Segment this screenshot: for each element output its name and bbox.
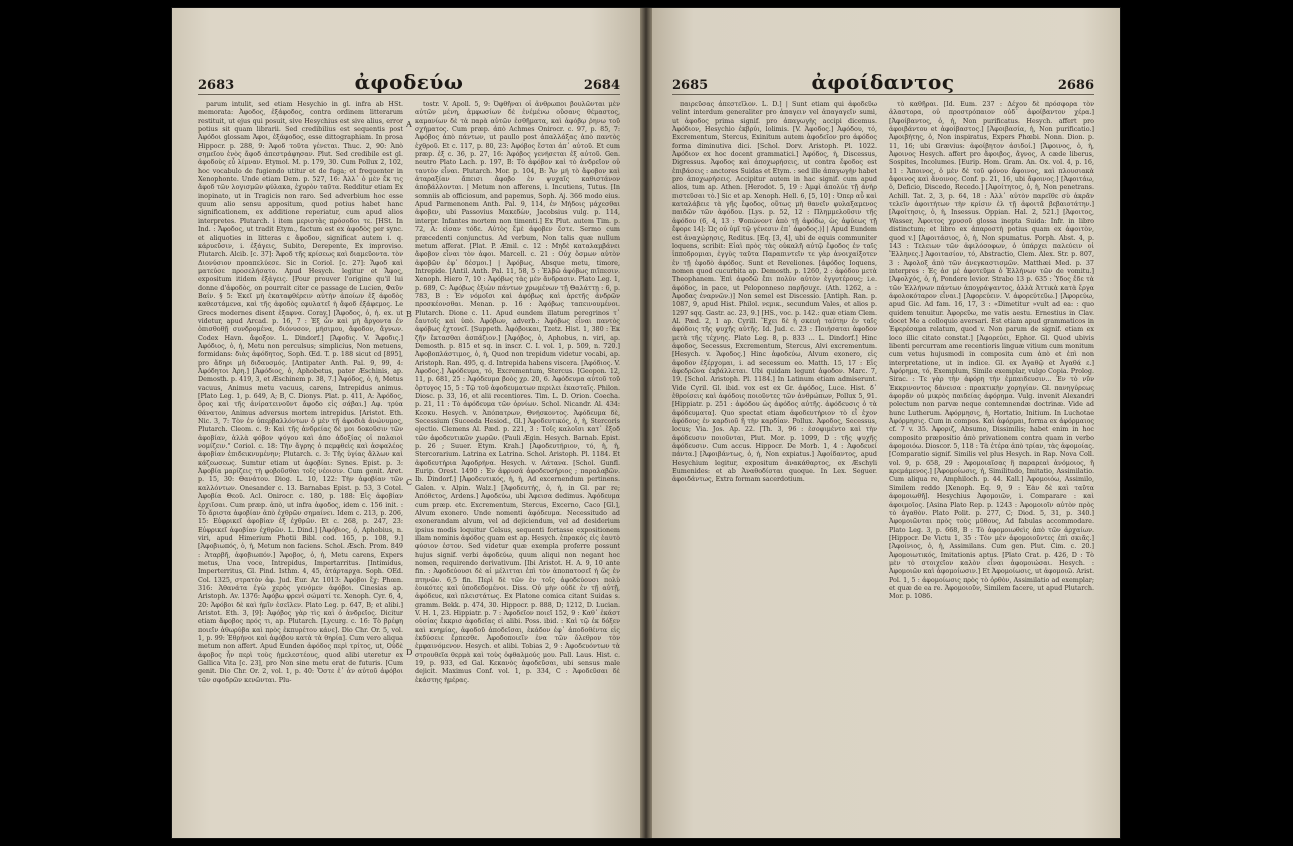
left-page <box>172 8 646 838</box>
left-page-header <box>198 70 620 92</box>
right-column-1 <box>672 100 877 824</box>
left-column-1-text: parum intulit, sed etiam Hesychio in gl. infra ab HSt. memorata: Ἀφοδος, ἐξάφοδος, contra ordinem litterarum restituit, ut ejus qui posuit, sive Hesychius est sive alius, error potius sit quam librarii. Sed credibilius est sequentis post Ἀφόδοι glossam Ἀφοι, ἐξάφοδος, esse dittographiam. In prosa Hippocr. p. 288, 9: Ἀφοδ τοῦτα γένεται. Thuc. 2, 90: Ἀπὸ σημεῖου ἑνὸς ἄφοδ ἀπεστράφησαν. Plut. Sed credibile est gl. ἀφοδοὺς εὖ λίμναν. Etymol. M. p. 179, 30. Cum Pollux 2, 102, hoc vocabulo de fugiendo utitur et de fuga; et frequenter in Xenophonte. Unde etiam Dem. p. 527, 16: Ἀλλ᾽ ὁ μὲν ἔκ τις ἄφοδ τῶν λογισμῶν φύλακα, ἐχυρὸν ταῦτα. Redditur etiam Ex inopinato, ut in Tragicis non raro. Sed adverbium hoc esse quum alio sensu appositum, quod potius habet hanc significationem, ex additione reperiatur, cum apud alios interpretes. Plutarch. i item μεριστὰς πρόσοδοι τε. [HSt. In Ind. : Ἄφοδος, ut tradit Etym., factum est ex ἀφοδὸς per sync. et aliquoties in litteras ε ἄφοδον, significat autem i. q. κάρυεῦσιν, i. ἐξάγεις, Subito, Derepente, Ex improviso. Plutarch. Alcib. [c. 37]: Ἄφοδ τῆς κρίσεως καὶ διαμεῦοντα. τὸν Διονύσιον προαπελύεσε. Sic in Coriol. [c. 27]: Ἄφοδ καὶ ματεύσε προσελήσατο. Apud Hesych. legitur et Ἄφος, expositum itidem ἐξάγεις. [Pour prouver l'origine qu'il lui donne d'ἀφοδὸς, on pourrait citer ce passage de Lucien, Φαῦν Βαίν. § 5: Ἐκεῖ μὴ ἐκαταφθέρειν αὐτὴν ἀποίων ἐξ ἀφοδὸς καθεστάμενα, καὶ τῆς ἀφοδὸς εφυλατεῖ ἡ ἄφοδ ἐξάφεμος. Le Grecs modernes disent ἐξαφνα. Coray.] [Ἄφοδος, ὁ, ἡ. ex. ut videtur, apud Arcad. p. 16, 7 : Ἐξ ὧν καὶ μὴ ἄργοντα ἐν ὀπισθοθῇ συνδρομένα, διόνυσον, μήσιμου, ἄφοδον, ἄγνων. Codex Havn. ἄφοξον. L. Dindorf.] [Ἄφοδις. V. Ἄφοδις.] Ἀφόδιος, ὁ, ἡ, Metu non perculsus; simplicius, Non metuens, formidans: διὰς ἀφόδητος, Soph. Œd. T. p. 188 sicut cd [895], pro ἄδηρι μὴ διδαυσμός. [Antipater Anth. Pal. 9, 99, 4: Ἀφόδητοι Ἀρη.] [Ἀφόδιος, ὁ, Aphobetus, pater Æschinis, ap. Demosth. p. 419, 3, et Æschinem p. 38, 7.] Ἀφόδος, ὁ, ἡ, Metus vacuus, Animus metu vacuus, carens, Intrepidus animus. [Plato Leg. 1, p. 649, A; B, C. Dionys. Plat. p. 411, A: Ἀφόδος, ὅρος καὶ τῆς ἀνίρατεινοῦντ ἄφοδο εἰς σάβαι.] Αφ. τρύα θάνατον, Animus adversus mortem intrepidus. [Aristot. Eth. Nic. 3, 7: Τὸν ἐν ὑπερβαλλόντων ὁ μὲν τῆ ἀφοδιὰ ἀνώνυμος, Plutarch. Cleom. c. 9: Καὶ τῆς ἀνδρείας δὲ μοι δοκοῦσιν τῶν ἀφοβίαν, ἀλλὰ φόβον ψόγου καὶ ἀπο ἀδοξίας οἱ παλαιοὶ νομίζειν." Coriol. c. 18: Τὴν ἄγρης ὁ πεμφθεὶς καὶ ἀσφαλέος ἀφοβίαν ἐπιδεικνυμένην; Plutarch. c. 3: Τῆς ὑγίας ἄλλων καὶ κάζεωσεως. Sumtur etiam ut ἀφοβίαι: Synes. Epist. p. 3: Ἀφοβία μαρίζεις τὴ φοβοῦσθαι τοῖς νέοισιν. Cum genit. Aret. p. 15, 30: Θανάτου. Diog. L. 10, 122: Τὴν ἀφοβίαν τῶν καλλόντων. Onesander c. 13. Barnabas Epist. p. 53, 3 Cotel. Ἀφοβία Θεοῦ. Acl. Onirocr. c. 180, p. 188: Εἰς ἀφοβίαν ἐρχιῖσαι. Cum præp. ἀπὸ, ut infra ἀφοδος, idem c. 156 init. : Τὸ ἄριστα ἀφοβίαν ἀπὸ ἐχθρῶν σημαίνει. Idem c. 213, p. 206, 15: Εὐφρικεῖ ἀφοβίαν ἐξ ἐχθρῶν. Et c. 268, p. 247, 23: Εὐφρικεῖ ἀφοβίαν ἐχθρῶν. L. Dind.] [Ἀφόβιος, ὁ, Aphobius, n. viri, apud Himerium Photii Bibl. cod. 165, p. 108, 9.] [Ἀφοβιωπός, ὁ, ἡ, Metum non faciens. Schol. Æsch. Prom. 849 : Ἀταρβῆ, ἀφοβιωπόν.] Ἄφοβος, ὁ, ἡ, Metu carens, Expers metus, Una voce, Intrepidus, Impertarritus. [Intimidus, Imperterritus, Gl. Pind. Isthm. 4, 45, ἀτάρταρχα. Soph. OEd. Col. 1325, στρατὸν ἀφ. Jud. Eur. Ar. 1013: Ἀφόβοι ἔχ: Phœn. 316: Ἀθανάτα ἐγὼ χερὸς γενόμεν ἀφόβοι. Cinesias ap. Aristoph. Av. 1376: Ἀφόβω φρενὶ σώματί τε. Xenoph. Cyr. 6, 4, 20: Ἀφόβοι δὲ καὶ ἡμῖν ἐσεῖλεν. Plato Leg. p. 647, B; et alibi.] Aristot. Eth. 3, [9]: Ἀφόβος γὰρ τὶς καὶ ὁ ἀνδρεῖος. Dicitur etiam ἄφοβος πρός τι, ap. Plutarch. [Lycurg. c. 16: Τὸ βρέφη ποιεῖν ἀθωρύβα καὶ πρὸς ἐκπυρέτου κάνε]. Dio Chr. Or. 5, vol. 1, p. 99: Ἐθρήνοι καὶ ἀφόβου κατὰ τὰ θηρία]. Cum vero aliqua metum non affert. Apud Eunden ἀφόδος περὶ τρίτος, ut, Οὐδὲ ἀφοβος ἦν περὶ τοὺς ἡμελεστέους, quod alibi uteretur ex Gallica Vita [c. 23], pro Non sine metu erat de futuris. [Cum genit. Dio Chr. Or. 2, vol. 1, p. 40: Ὅστε ἐ᾽ ἀν αὐτοῦ ἀφόβοι τῶν σφοδρῶν κενῶνται. Plu- <box>198 100 403 684</box>
left-page-number-outer: 2683 <box>198 78 235 93</box>
right-column-1-text: παιρεῦσας ἀπεστεῖλον. L. D.] | Sunt etiam qui ἀφοδεῦω velint interdum generaliter pro ἀπαγειν vel ἀπαγαγεῖν sumi, ut ἀφοδος prima signif. pro ἀπαγωγὴς accipi dicemus. Ἀφόδιον, Hesychio ἐκβρύι, lolimis. [V. Ἀφοδος.] Ἀφόδου, τό, Excrementum, Stercus, Exinitum autem ἀφοδεῖον pro ἀφόδος forma diminutiva dici. [Schol. Dorv. Aristoph. Pl. 1022. Ἀφόδιον ex hoc docent grammatici.] Ἀφόδος, ἡ, Discessus, Digressus. Ἀφοδος καὶ ἀποχωρήσεις, ut contra ἔφοδος est ἐπιβάσεις : anctores Suidas et Etym. : sed ille ἀπαγωγὴν habet pro ἀποχωρήσεις. Accipitur autem in hac signif. cum apud alios, tum ap. Athen. [Herodot. 5, 19 : Ἀμφὶ ἀπολύε τῇ ἀνὴρ πιστεῦσαι τὸ.] Sic et ap. Xenoph. Hell. 6, [5, 10] : Ὁπερ αὖ καὶ καταλάβειε τὰ γῆς ἔφοδος, οὕτως μὴ θανεῖν φυλαξαμενος παιδῶν τῶν ἀφόδου. [Lys. p. 52, 12 : Πλημμελοῦσιν τῆς ἀφόδου (6, 4, 13 : Ψοπώνοντ ἀπὸ τῇ ἀφόδω, ὡς ἀφύεως τῇ ἔφορε 14]: Ὡς οὐ ὑμῖ τῷ γένεσιν ἐπ᾽ ἀφοδος.)] | Apud Eundem est ἀναχώρησις, Reditus. [Eq. [3, 4], ubi de equis communiter loquens, scribit: Εἰαὶ πρὸς τὰς οὐκαλῆ αὐτῷ ἔφοδος ἐν ταῖς ἱπποδρομιαι, ἐγγὺς ταῦτα Παραπιντεῖν τε γὰρ ἀνοιχαίξοτεν ἐν τῇ ἐφοδὸ ἀφόδος. Sunt et Reveliones. [ἀφόδος Ioquens, nomen quod cucurbita ap. Demosth. p. 1260, 2 : ἀφόδου μετὰ Theophanem. Ἐπὶ ἀφοδῶ ἔπι πολὺν αὐτὸν ἐγγυτέρους; i.e. ἀφόδος, in pace, ut Peloponneso παρῆσυχε. (Ath. 1262, a : Ἀφοδας ἐναρνῶν.)] Non semel est Discessio. [Antiph. Ran. p. 1087, 9, apud Hist. Philol. νεμικ., secundum Vales, et alios p. 1297 sqq. Gastr. ac. 23, 9.] [HS., voc. p. 142.: quæ etiam Clem. Al. Pæd. 2, 1 ap. Cyrill. Ἔχει δὲ ἡ σκευὴ ταύτην ἐν ταῖς ἀφόδοις τῆς ψυχῆς αὐτῆς. Id. Jud. c. 23 : Ποιήσαται ἀφοδον μετὰ τῆς τέχνης. Plato Leg. 8, p. 833 ... L. Dindorf.] Hinc ἀφοδος, Secessus, Excrementum, Stercus, Alvi excrementum. [Hesych. v. Ἄφοδος.] Hinc ἀφοδεύω, Alvum exonero, εἰς ἀφοδον ἐξέρχομαι, i. ad secessum eo. Matth. 15, 17 : Εἰς ἀφεδρῶνα ἐκβάλλεται. Ubi quidam legunt ἀφοδον. Marc. 7, 19. [Schol. Aristoph. Pl. 1184.] In Latinum etiam admiserunt. Vide Cyril. Gl. ibid. vox est ex Gr. ἀφόδος, Luce. Hist. δ᾽ ἐθροίσεις καὶ ἀφόδοις ποιοῦντες τῶν ἀνθρώπων, Pollux 5, 91. [Hippiatr. p. 251 : ἀφόδου ὡς ἀφόδος αὐτῆς. ἀφόδευσις ὁ τὰ ἀφόδευματα]. Quo spectat etiam ἀφοδευτήριον τὸ εἶ ἐχον ἀφόδους ἐν καρδιοῦ ἢ τὴν καρδίαν. Pollux. Ἀφοδος, Secessus, locus; Via. Jos. Ap. 22. [Th. 3, 96 : ἐσοφιμέντο καὶ τὴν ἀφόδευσιν ποιοῦνται, Plut. Mor. p. 1099, D : τῆς ψυχῆς ἀφόδευσιν. Cum accus. Hippocr. De Morb. 1, 4 : Ἀφοδευεί πάντα.] [Ἀφοιβάντως, ὁ, ἡ, Non expiatus.] Ἀφοίδαντος, apud Hesychium legitur, expositum ἀνακάθαρτος, ex Æschyli Eumenides: et ab Ἀναθοδίσται quoque. In Lex. Seguer. ἀφοιδάντως, Extra formam sacerdotium. <box>672 100 877 484</box>
left-page-columns <box>198 100 620 824</box>
column-marker-b: B <box>406 310 412 319</box>
left-column-2-text: tostr. V. Apoll. 5, 9: Ὀφθῆναι οἱ ἀνθρωποι βουλῶνται μὲν αὐτῶν μένη, ἀμφωσίων δὲ ἐνέμένω οὔσανς θέμαστος, καμανίων δὲ τὰ παρὰ αὐτῶν ἐσθῆματα, καὶ ἀφόβῳ ῥηνω τοῦ σχήματος. Cum præp. ἀπὸ Achmes Onirocr. c. 97, p. 85, 7: Ἀφόβος ἀπὸ πάντων, ut paullo post ἀπαλλάξας ἀπὸ παντὸς ἐχθροῦ. Et c. 117, p. 80, 23: Ἀφόβος ἔσται ἀπ᾽ αὐτοῦ. Et cum præp. ἐξ c. 36, p. 27, 16: Ἀφόβος γενήσεται ἐξ αὐτοῦ. Gen. neutro Plato Lach. p. 197, B: Τὸ ἀφόβον καὶ τὸ ἀνδρεῖον οὐ ταυτὸν εἶναι. Plutarch. Mor. p. 104, B: Ἄν μή τὸ ἄφοβον καὶ ἀταραξίαν ἄπεισι ἄφοβο ἐν ψυχαῖς καθιστάνον ἀποβάλλονται. | Metum non afferens, i. Incutiens, Tutus. [In somniis ab officiosum, and papemus, Soph. Aj. 366 modo eius. Apud Parmenonem Anth. Pal. 9, 114, ἐν Μήδοις μάχεσθαι ἀφοβεν, ubi Passovius Μακεδὼν, Jacobsius vulg. p. 114, interpr. Infantes mortem non timenti.] Ex Plut. autem Tim. p. 72, A: εἰσαν τόδε. Αὐτὸς ἔμὲ ἀφοβεν ἔστε. Sermo cum præcedenti conjunctus. Ad verbum, Non talis quæ nullum metum afferat. [Plat. P. Æmil. c. 12 : Μηδὲ καταλαμβάνει ἄφοβον εἶναι τὸν ἀφοι. Marcell. c. 21 : Οὐχ ὅσμων αὐτὸν ἀφοβῶν ἐφ᾽ δέσμοι.] | Ἀφόβως, Absque metu, timore, Intrepide. [Antil. Anth. Pal. 11, 58, 5 : Ἐλβῶ ἀφόβως πιῖπεσιν. Xenoph. Hiero 7, 10 : Ἀφόβως τὰς μὲν ἄνδρασιν. Plato Leg. 1, p. 689, C: Ἀφόβως ἐξιὼν πάντων χρωμένων τῇ Θαλάττῃ : 6, p. 783, B : Ἐν νόμοῖσι καὶ ἀφόβως καὶ ἀρετῆς ἀνδρῶν προσκέονσθαι. Menan. p. 16 : Ἀφόβως ταπεινουμένοι. Plutarch. Dione c. 11. Apud eundem illatum peregrinos τ᾽ ἔαυτοῖς καὶ ὑπὸ. Ἀφόβων, adverb.: Ἀφόβως εἶναι παντὸς ἀφόβως ἐχτονεῖ. [Suppeth. Ἀφόβοικαι, Tzetz. Hist. 1, 380 : Ἐκ ζῆν ἔκτασθαι ἀσπάζιον.] [Ἀφόβος, ὁ, Aphobus, n. viri, ap. Demosth. p. 815 et sq. in inscr. C. I. vol. 1, p. 509, n. 720.] Ἀφοβοπλάστιμος, ὁ, ἡ, Quod non trepidum videtur vocabi, ap. Aristoph. Ran. 495, q. d. Intrepida habens viscera. [Ἀφόδιος. V. Ἀφοδος.] Ἀφόδευμα, τό, Excrementum, Stercus. [Geopon. 12, 11, p. 681, 25 : Ἀφόδευμα βοὸς χρ. 20, 6. Ἀφόδευμα αὐτοῦ τοῦ ὄρτυγος 15, 5 : Τῷ τοῦ ἀφοδευματων περιλει ἑκασταῖς. Philon. Diosc. p. 33, 16, et alii recentiores. Tim. L. D. Orion. Coecha. p. 21, 11 : Τὸ ἀφόδευμα τῶν ὀρνίων. Schol. Nicandr. Al. 434: Κεσκυ. Hesych. v. Ἀπόπατρων, Θνήσκοντος. Ἀφόδευμα δὲ, Secessium (Suceeda Hesiod., Gl.] Ἀφοδευτικός, ὁ, ἡ, Stercoris ejectio. Clemens Al. Pæd. p. 221, 3 : Τοῖς καλοῖσι κατ᾽ ἔξοδ τῶν ἀφοδευτικῶν χωρῶν. (Pauli Ægin. Hesych. Barnab. Epist. p. 26 ; Suuer. Etym. Krah.] [Ἀφοδευτήριον, τό, ἡ, ἡ, Stercorarium. Latrina ex Latrina. Schol. Aristoph. Pl. 1184. Et ἀφοδευτήρια Ἀφοδρήνα. Hesych. v. Λάτανα. [Schol. Gunfl. Eurip. Orest. 1490 : Ἐν ἀφρυσά ἀφοδευσήριος ; παραλαβῶν. Ib. Dindorf.] [Ἀφοδευτικός, ἡ, ἡ, Ad excernendum pertinens. Galen. v. Alpin. Walz.] [Ἀφοδευτής, ὁ, ἡ, in Gl. par re; Ἀπόθετος, Ardens.] Ἀφοδεύω, ubi Ἀφεισα dedimus. Ἀφόδευμα cum præp. etc. Excrementum, Stercus, Excerno, Caco [Gl.], Alvum exonero. Unde nomenti ἀφόδευμα. Necessitudo ad exonerandam alvum, vel ad dejiciendum, vel ad desiderium ipsius modis loquitur Celsus, sequenti fortasse expositionem illam nominis ἀφόδος quam est ap. Hesych. ἐπρακός εἰς ἑαυτὸ φύσιον ἐστον. Sed videtur quæ exempla proferre possunt hujus signif. verbi ἀφοδεύω, quum aliqui non negant hoc nomen, requirendo derivativum. [Ibi Aristot. H. A. 9, 10 ante fin. : Ἀφοδεύουσι δὲ αἱ μέλιτται ἐπὶ τὸν ἀποπατοσεῖ ἡ ὥς ἐν πτηνῶν. 6,5 fin. Περὶ δὲ τῶν ἐν τοῖς ἀφοδεύουσι πολὺ ἐοικότες καὶ ὑποδεδομένοι. Diss. Οὐ μὴν οὐδὲ ἐν τῇ αὐτῇ, ἀφόδευε, καὶ πλειστάτως. Ex Platone comica citant Suidas s. gramm. Bekk. p. 474, 30. Hippocr. p. 888, D; 1212, D. Lucian. V. H. 1, 23. Hippiatr. p. 7 : Ἀφοδεῖον ποιεῖ 152, 9 : Καθ᾽ ἑκάστ οὐσίας ἔκκρισ ἀφοδεῖας εἰ alibi. Poss. ibid. : Καὶ τῷ ἐκ δόξεν καὶ κνημίας, ἀφοδοῦ ἀποδεῖσαι, ἑκάδον ἐφ᾽ ἀποδοθέντα εἰς ἐκδύσειε ἔρπεσθε. Ἀφοδοποιεῖν ἑνα τῶν ὄλεθρον τὸν ἐμφαινόμενον. Hesych. et alibi. Tobias 2, 9 : Ἀφοδευόντων τὰ στρουθεῖα θερμὰ καὶ τοὺς ὀφθαλμούς μου. Pall. Laus. Hist. c. 19, p. 933, ed Gal. Κεκανὸς ἀφοδεῦσαι, ubi sensus male dejicit. Maximus Conf. vol. 1, p. 334, C : Ἀφοδεῦσαι δὲ ἐκάστης ἡμέρας. <box>415 100 620 684</box>
column-marker-c: C <box>406 478 413 487</box>
book-gutter <box>640 8 652 838</box>
left-header-rule <box>198 94 620 95</box>
right-running-headword: ἀφοίδαντος <box>811 70 955 94</box>
book-spread <box>172 8 1120 838</box>
right-page <box>646 8 1120 838</box>
right-page-number-outer: 2686 <box>1057 78 1094 93</box>
right-page-columns <box>672 100 1094 824</box>
left-page-number-inner: 2684 <box>583 78 620 93</box>
left-column-2 <box>415 100 620 824</box>
left-column-1 <box>198 100 403 824</box>
column-marker-a: A <box>406 120 412 129</box>
right-page-number-inner: 2685 <box>672 78 709 93</box>
right-column-2-text: τὸ καθῆραι. [Id. Eum. 237 : Δέχου δὲ πρόσφορα τὸν ἀλαστορα, οὐ προστρόπαιον οὐδ᾽ ἀφοίβαντον χέρα.] [Ἀφοίβαντος, ὁ, ἡ, Non purificatus. Hesych. affert pro ἀφοιβάντου et ἀφοίβαστος.] [Ἀφοιβασία, ἡ, Non purificatio.] Ἀφοιβήτης, ὁ, Non inspiratus, Expers Phœbi. Nonn. Dion. p. 11, 16; ubi Grævius: ἀφοίβητον ἀσιδοί.] [Ἄφοινος, ὁ, ἡ, Ἀφοινος Hesych. affert pro ἄφοιβος, ἄγνος, A cæde liberus, Sospites, Incolumes. [Eurip. Hom. Gram. An. Ox. vol. 4, p. 16, 11 : Ἄποινος, ὁ μὲν δὲ τοῦ φόνου ἄφοινος, καὶ πλουσιακὰ ἄφοινος καὶ ἄνοινος. Conf. p. 21, 16, ubi ἄφοινος.] [Ἀφοιτάω, ὁ, Deficio, Discedo, Recedo.] [Ἀφοίτητος, ὁ, ἡ, Non penetrans. Achill. Tat. 2, 3, p. 64, 18 : Ἀλλ᾽ αὐτὸν παρεῖθε σὺ ἀκρᾶν τελεῖν ἀφοιτήτων τὴν κρίσιν ἐλ τῇ ἀφοιτᾶ βεβαιοτάτην.] [Ἀφοίτησις, ὁ, ἡ, Insessus. Oppian. Hal. 2, 521.] [Ἀφοιτος, Wasser, Ἀφοιτος χρυσοῦ glossa inepta Suida: Infr. in libro distinctum; et libro ex ἀπαροστὴ potius quam ex ἀφοιτὸν, quod v.] [Ἀφοιτάσιος, ὁ, ἡ, Non spumatus. Porph. Abst. 4, p. 143 : Τελειων τῶν ἀφιλόσοφων, ὁ ὑπάρχει παλεύειν οἱ Ἕλληνες.] Ἀφοιτασίον, τό, Abstractio, Clem. Alex. Str. p. 807, 3 : Ἀφολοξ ἀπὸ τῶν ἀνεγκαστισμῶν. Matthæi Med. p. 37 interpres : Ἐς ἀσ μὲ ἀφοτεῦμα ὁ Ἑλλήνων τῶν de vomitu.] [Ἀφολχός, ὁ, ἡ, Pondere levior. Strabo 13 p. 635 : Ὑδος ἔδε τὰ τῶν Ἑλλήνων πάντων ἀπογράψαντος, ἀλλὰ Ἀττικὰ κατὰ ἔργα ἀφολοκόταρον εἶναι.] [Ἀφορεύειν. V. ἀφορεύτεῦω.] [Ἀφορεύω, apud Gic. Ad fam. 16, 17, 3 : «Dimetitur »vult ad ea: : quo quidem tenuitur. Ἀφορεῦω, me vatis aestu. Ernestius in Clav. docet Me a colloquio aversari. Est etiam apud grammaticos in Ἐφερέσαμα relatum, quod v. Non parum de signif. etiam ex loco illic citato constat.] [Ἀφορεύει, Ephor. Gl. Quod ubivis libenti percurram ame recentioris linguæ vitium cum monitum cum vetus hujusmodi in composita cum ἀπὸ et ἐπὶ non interpretatione, ut in indice. Gl. ex Ἀγαθῷ et Ἀγαθά ε.] Ἀφόρημα, τό, Exemplum, Simile exemplar, vulgo Copia. Prolog. Sirac. : Τε γὰρ τὴν ἀφόρη τὴν ἐμπαιδευσιν... Ἐν τὸ νῦν Ἐκκρινοντος δάνεισα : πρακτικὴν χορηγίαν. Gl. πανηγύρεως ἀφορᾶν οὐ μικρὸς παιδείας ἀφόρημα. Vulg. invenit Alexandri polectum non parvæ neque contemnendæ doctrinæ. Vide ad hunc Lutherum. Ἀφόρμησις, ἡ, Hortatio, Initium. In Luchotae Ἀφόρμησις. Cum in compos. Καὶ ἀφόρμαι, forma ex ἀφόρμαιος cf. 7 v. 35. Ἀφοριζ, Absumo, Dissimilis; habet enim in hoc composito præpositio ἀπὸ privationem contra quam in verbo ἀφομοιόω. Dioscor. 5, 118 : Τὰ ἐτέρα ἀπὸ τρίαν, τὰς ἀφομοίας. [Comparatio signif. Similis vel plus Hesych. in Rap. Nova Coll. vol. 9, p. 658, 29 : Ἀφομοιαῖσας ἢ παραρεαὶ ἀνόμοιος, ἢ κρεμάμενος.] [Ἀφομοίωσις, ἡ, Similitudo, Imitatio, Assimilatio. Cum aliqua re, Amphiloch. p. 44. Kall.] Ἀφομοιόω, Assimilo, Similem reddo [Xenoph. Eq. 9, 9 : Ἐὰν δὲ καὶ ταῦτα ἀφομοιωθῆ]. Hesychius Ἀφομοιῶν, i. Comparare : καὶ ἀφοιμοῖος. [Asina Plato Rep. p. 1243 : Ἀφομοιοῖν αὐτὸν πρὸς τὸ ἀγαθὸν. Plato Polit. p. 277, C; Diod. 5, 31, p. 340.] Ἀφομοιῶνται πρὸς τοὺς μῦθους, Ad fabulas accommodare. Plato Leg. 3, p. 668, B : Τὸ ἀφομοιωθεὶς ἀπὸ τῶν ἀρχαίων. [Hippocr. De Victu 1, 35 : Τὸν μὲν ἀφομοιοῦντες ἐπὶ σκιᾶς.] [Ἀφοίνιος, ὁ, ἡ, Assimilans. Cum gen. Plut. Cim. c. 20.] Ἀφομοιωτικός, Imitationis aptus. [Plato Crat. p. 426, D : Τὸ μὲν τὸ στοιχεῖον καλὸν εἶναι ἀφομοιώσαι. Hesych. : Ἀφομοιῶν καὶ ἀφομοίωσιν.] Et Ἀφομοίωσις, ut ἀφομοιῶ. Arist. Pol. 1, 5 : ἀφομοίωσις πρὸς τὸ ὀρθὸν, Assimilatio ad exemplar; et quæ de ea re. Ἀφομοιοῦν, Similem facere, ut apud Plutarch. Mor. p. 1086. <box>889 100 1094 601</box>
column-marker-d: D <box>406 648 413 657</box>
right-header-rule <box>672 94 1094 95</box>
left-running-headword: ἀφοδεύω <box>354 70 464 94</box>
right-column-2 <box>889 100 1094 824</box>
right-page-header <box>672 70 1094 92</box>
